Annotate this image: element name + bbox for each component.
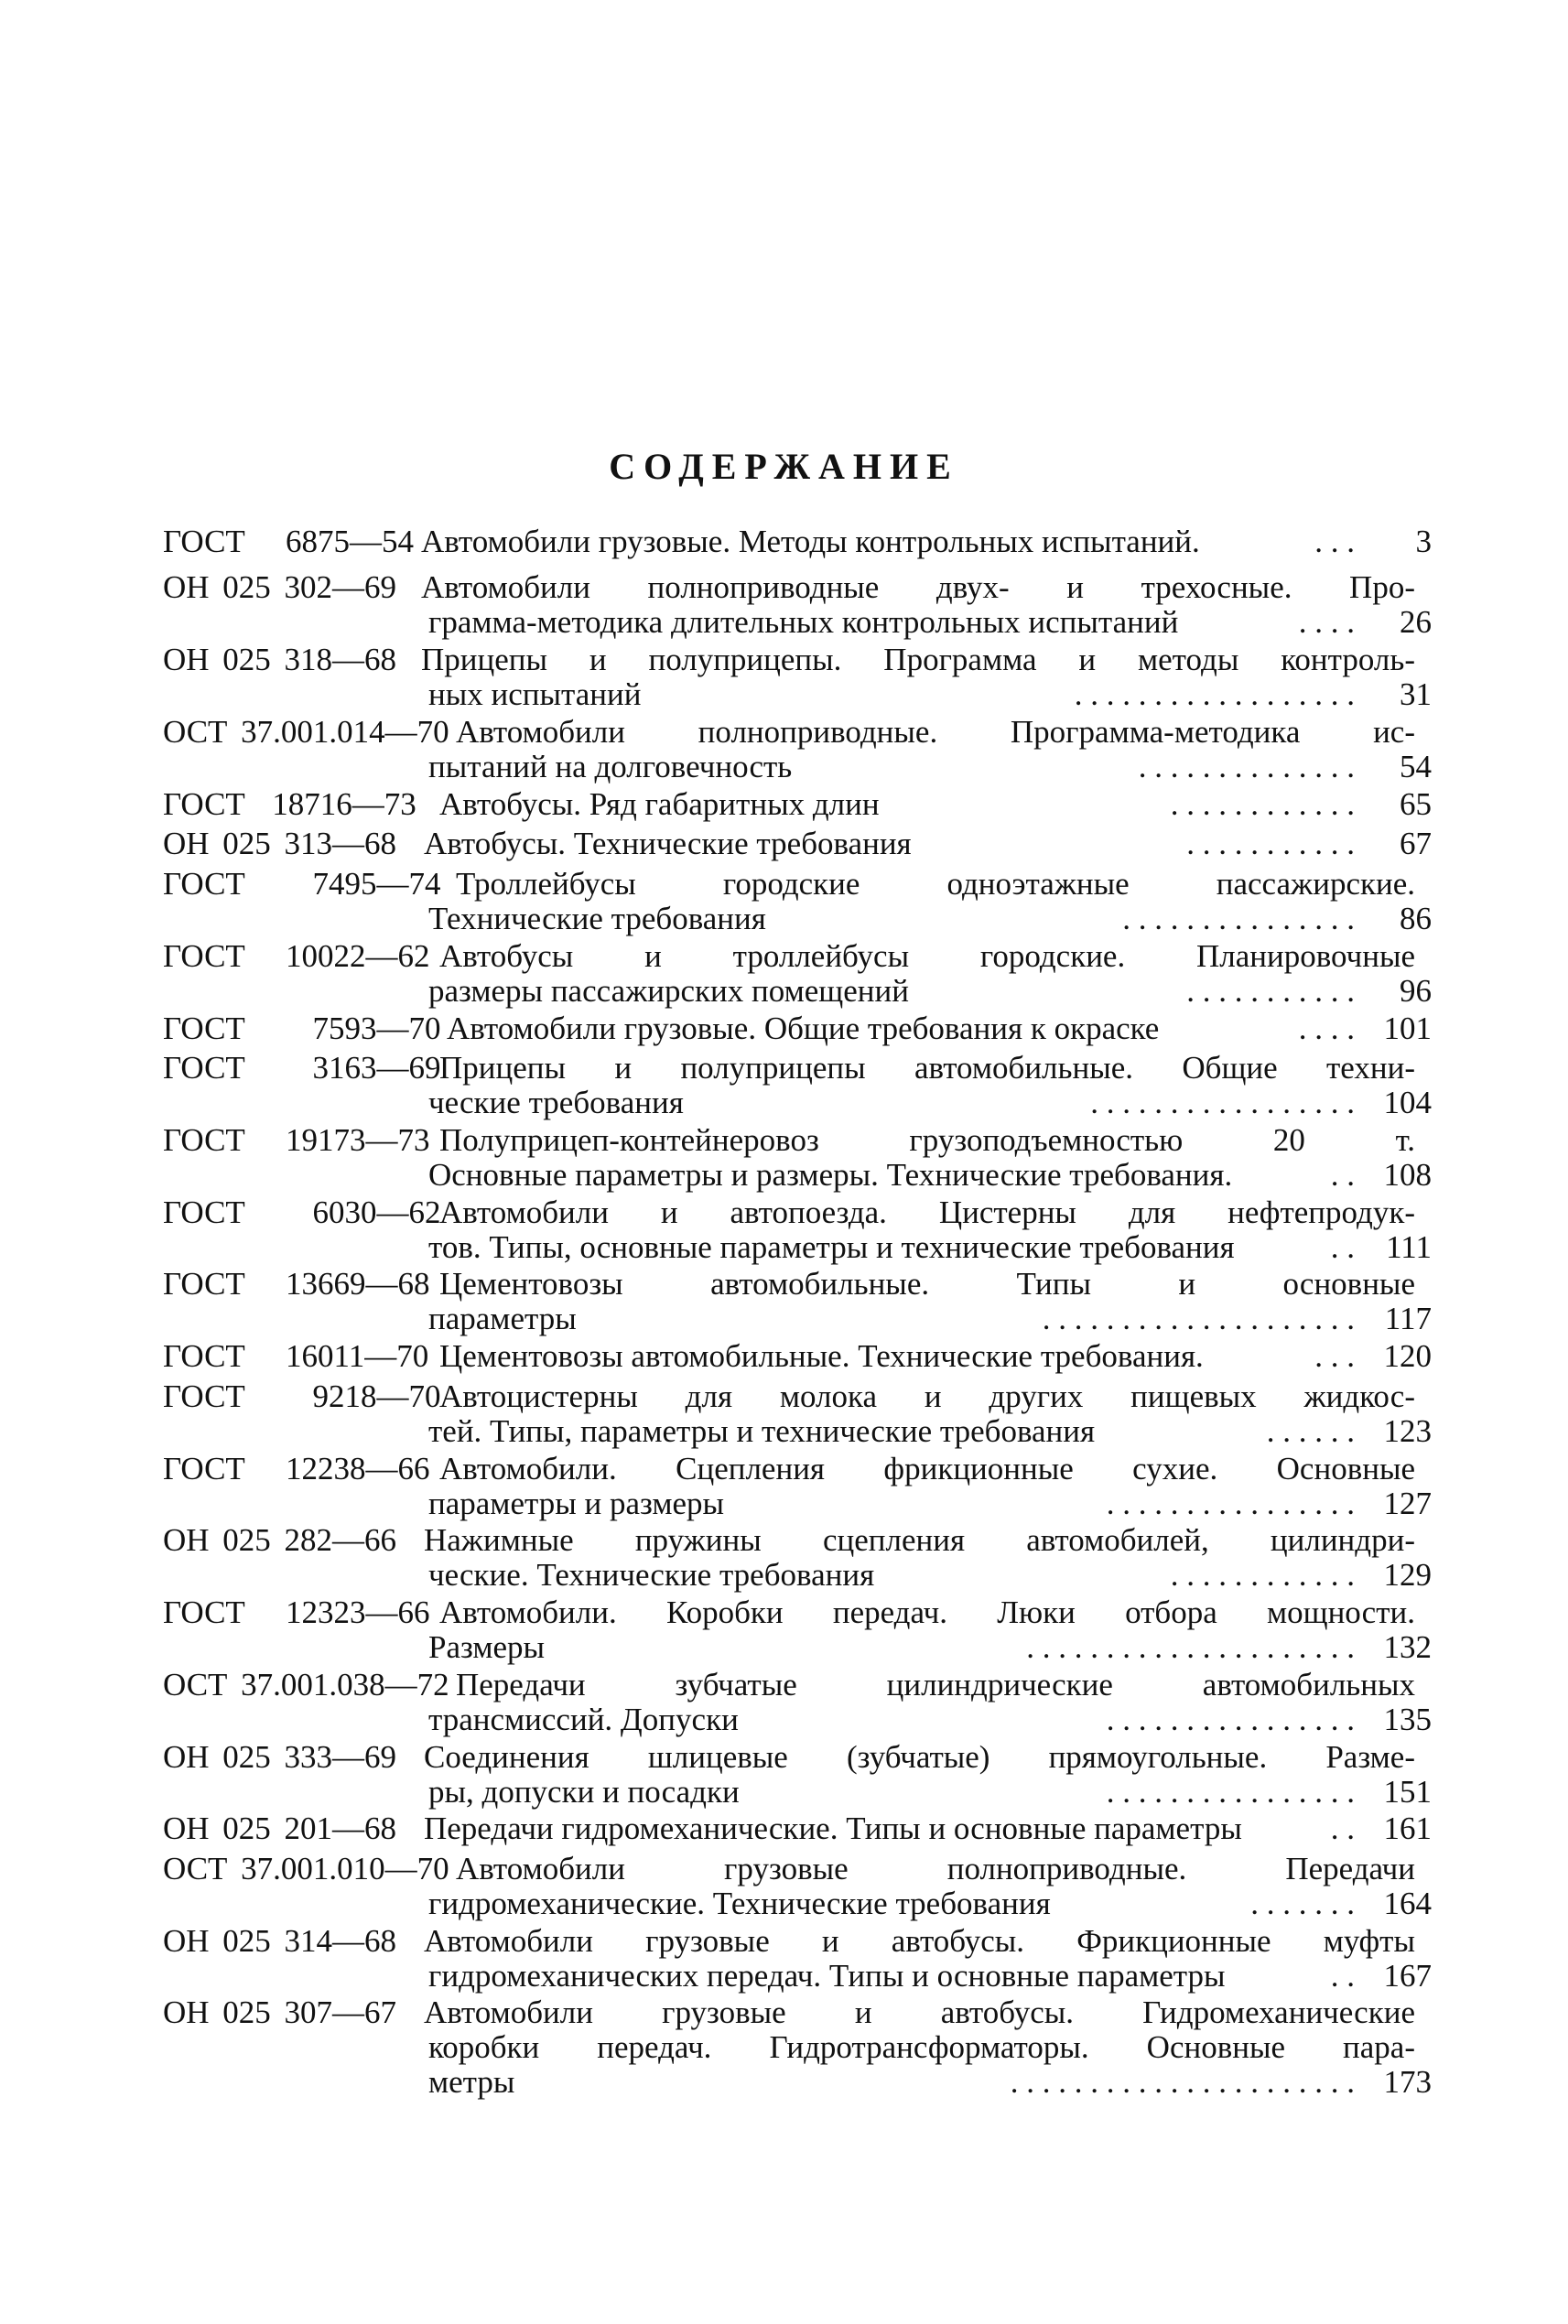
entry-title-line: гидромеханических передач. Типы и основные параметры [428,1959,1226,1994]
page-number: 167 [1383,1958,1432,1994]
entry-title-line: Автоцистерны для молока и других пищевых жидкос- [439,1378,1415,1414]
entry-title-line: Автомобили грузовые и автобусы. Фрикционные муфты [424,1923,1415,1959]
dot-leader: . . . [1314,1339,1355,1374]
dot-leader: . . . [1314,524,1355,559]
entry-title-line: пытаний на долговечность [428,750,793,784]
entry-title-line: Автомобили и автопоезда. Цистерны для нефтепродук- [439,1194,1415,1230]
page-number: 151 [1383,1774,1432,1810]
entry-title-line: Автомобили полноприводные. Программа-методика ис- [456,714,1415,750]
dot-leader: . . . . . . . . . . . . . . [1138,750,1355,784]
page-number: 26 [1400,604,1432,640]
entry-title-line: грамма-методика длительных контрольных испытаний [428,605,1179,640]
standard-code: ОСТ 37.001.038—72 [163,1667,449,1702]
dot-leader: . . . . . . . . . . . . . . . . . . . . . [1026,1630,1355,1665]
standard-code: ГОСТ 7495—74 [163,866,441,902]
page-number: 120 [1383,1338,1432,1374]
dot-leader: . . . . . . . [1250,1886,1355,1921]
entry-title-line: Соединения шлицевые (зубчатые) прямоугольные. Разме- [424,1739,1415,1775]
entry-title-line: Автомобили грузовые и автобусы. Гидромеханические [424,1994,1415,2030]
dot-leader: . . . . . . . . . . . . . . . . . . [1074,677,1355,712]
entry-title-line: ры, допуски и посадки [428,1775,740,1810]
entry-title-line: Прицепы и полуприцепы. Программа и методы контроль- [421,642,1415,677]
entry-title-line: Автомобили полноприводные двух- и трехосные. Про- [421,569,1415,605]
page-number: 86 [1400,901,1432,936]
page-number: 104 [1383,1085,1432,1120]
entry-title-line: тей. Типы, параметры и технические требования [428,1414,1096,1449]
page-number: 67 [1400,826,1432,861]
entry-title-line: размеры пассажирских помещений [428,974,909,1009]
entry-title-line: параметры и размеры [428,1486,725,1521]
entry-title-line: ных испытаний [428,677,642,712]
dot-leader: . . . . . . . . . . . [1186,974,1355,1009]
entry-title-line: гидромеханические. Технические требования [428,1886,1051,1921]
dot-leader: . . . . . . . . . . . . . . . [1122,902,1355,936]
standard-code: ГОСТ 7593—70 [163,1011,441,1046]
standard-code: ОН 025 333—69 [163,1739,397,1775]
standard-code: ОН 025 282—66 [163,1522,397,1558]
standard-code: ОН 025 307—67 [163,1994,397,2030]
dot-leader: . . . . . . . . . . . [1186,827,1355,861]
standard-code: ОН 025 313—68 [163,826,397,861]
page-number: 129 [1383,1557,1432,1593]
page-number: 31 [1400,676,1432,712]
standard-code: ОСТ 37.001.014—70 [163,714,449,750]
standard-code: ОН 025 314—68 [163,1923,397,1959]
dot-leader: . . . . [1298,605,1355,640]
entry-title-line: Автобусы. Ряд габаритных длин [439,787,880,822]
page-number: 65 [1400,786,1432,822]
entry-title-line: Передачи гидромеханические. Типы и основные параметры [424,1811,1242,1846]
page-number: 135 [1383,1702,1432,1737]
standard-code: ГОСТ 6030—62 [163,1194,441,1230]
standard-code: ГОСТ 10022—62 [163,938,430,974]
entry-title-line: Размеры [428,1630,546,1665]
dot-leader: . . . . . . . . . . . . . . . . . . . . . . [1010,2065,1355,2100]
entry-title-line: метры [428,2065,515,2100]
entry-title-line: параметры [428,1302,577,1336]
page-number: 127 [1383,1486,1432,1521]
standard-code: ГОСТ 13669—68 [163,1266,430,1302]
standard-code: ГОСТ 18716—73 [163,786,416,822]
entry-title-line: Автомобили грузовые. Методы контрольных испытаний. [421,524,1200,559]
dot-leader: . . [1330,1959,1355,1994]
page-number: 54 [1400,749,1432,784]
dot-leader: . . . . . . . . . . . . . . . . [1106,1486,1355,1521]
entry-title-line: трансмиссий. Допуски [428,1702,739,1737]
standard-code: ГОСТ 9218—70 [163,1378,441,1414]
entry-title-line: Автомобили грузовые. Общие требования к окраске [447,1011,1160,1046]
entry-title-line: Автомобили. Коробки передач. Люки отбора мощности. [439,1594,1415,1630]
standard-code: ОН 025 318—68 [163,642,397,677]
entry-title-line: Основные параметры и размеры. Технические требования. [428,1158,1233,1193]
entry-title-line: ческие. Технические требования [428,1558,875,1593]
standard-code: ГОСТ 3163—69 [163,1050,441,1086]
page-number: 101 [1383,1011,1432,1046]
dot-leader: . . . . . . . . . . . . . . . . [1106,1775,1355,1810]
dot-leader: . . . . . . . . . . . . . . . . [1106,1702,1355,1737]
dot-leader: . . . . [1298,1011,1355,1046]
standard-code: ОН 025 302—69 [163,569,397,605]
page-number: 3 [1415,524,1432,559]
page-number: 173 [1383,2064,1432,2100]
page-number: 123 [1383,1413,1432,1449]
page-number: 108 [1383,1157,1432,1193]
entry-title-line: Нажимные пружины сцепления автомобилей, цилиндри- [424,1522,1415,1558]
entry-title-line: Технические требования [428,902,766,936]
dot-leader: . . [1330,1230,1355,1265]
dot-leader: . . . . . . . . . . . . . . . . . . . . [1042,1302,1355,1336]
dot-leader: . . . . . . . . . . . . [1170,1558,1355,1593]
entry-title-line: Автомобили. Сцепления фрикционные сухие. Основные [439,1451,1415,1486]
entry-title-line: Цементовозы автомобильные. Типы и основные [439,1266,1415,1302]
entry-title-line: Автобусы и троллейбусы городские. Планировочные [439,938,1415,974]
standard-code: ГОСТ 12238—66 [163,1451,430,1486]
page-number: 96 [1400,973,1432,1009]
standard-code: ГОСТ 6875—54 [163,524,415,559]
dot-leader: . . [1330,1811,1355,1846]
dot-leader: . . [1330,1158,1355,1193]
page-number: 132 [1383,1629,1432,1665]
standard-code: ОН 025 201—68 [163,1811,397,1846]
entry-title-line: тов. Типы, основные параметры и технические требования [428,1230,1235,1265]
standard-code: ГОСТ 19173—73 [163,1122,430,1158]
entry-title-line: Передачи зубчатые цилиндрические автомобильных [456,1667,1415,1702]
standard-code: ГОСТ 12323—66 [163,1594,430,1630]
entry-title-line: Цементовозы автомобильные. Технические требования. [439,1339,1204,1374]
page-number: 164 [1383,1886,1432,1921]
entry-title-line: Автомобили грузовые полноприводные. Передачи [456,1851,1415,1886]
entry-title-line: коробки передач. Гидротрансформаторы. Основные пара- [428,2029,1415,2065]
dot-leader: . . . . . . [1266,1414,1355,1449]
entry-title-line: Прицепы и полуприцепы автомобильные. Общие техни- [439,1050,1415,1086]
dot-leader: . . . . . . . . . . . . . . . . . [1090,1086,1355,1120]
standard-code: ГОСТ 16011—70 [163,1338,429,1374]
entry-title-line: Полуприцеп-контейнеровоз грузоподъемностью 20 т. [439,1122,1415,1158]
page-number: 161 [1383,1811,1432,1846]
standard-code: ОСТ 37.001.010—70 [163,1851,449,1886]
entry-title-line: ческие требования [428,1086,684,1120]
page-number: 117 [1384,1301,1432,1336]
dot-leader: . . . . . . . . . . . . [1170,787,1355,822]
entry-title-line: Автобусы. Технические требования [424,827,912,861]
entry-title-line: Троллейбусы городские одноэтажные пассажирские. [456,866,1415,902]
page-title: СОДЕРЖАНИЕ [609,446,959,487]
page-number: 111 [1386,1229,1432,1265]
